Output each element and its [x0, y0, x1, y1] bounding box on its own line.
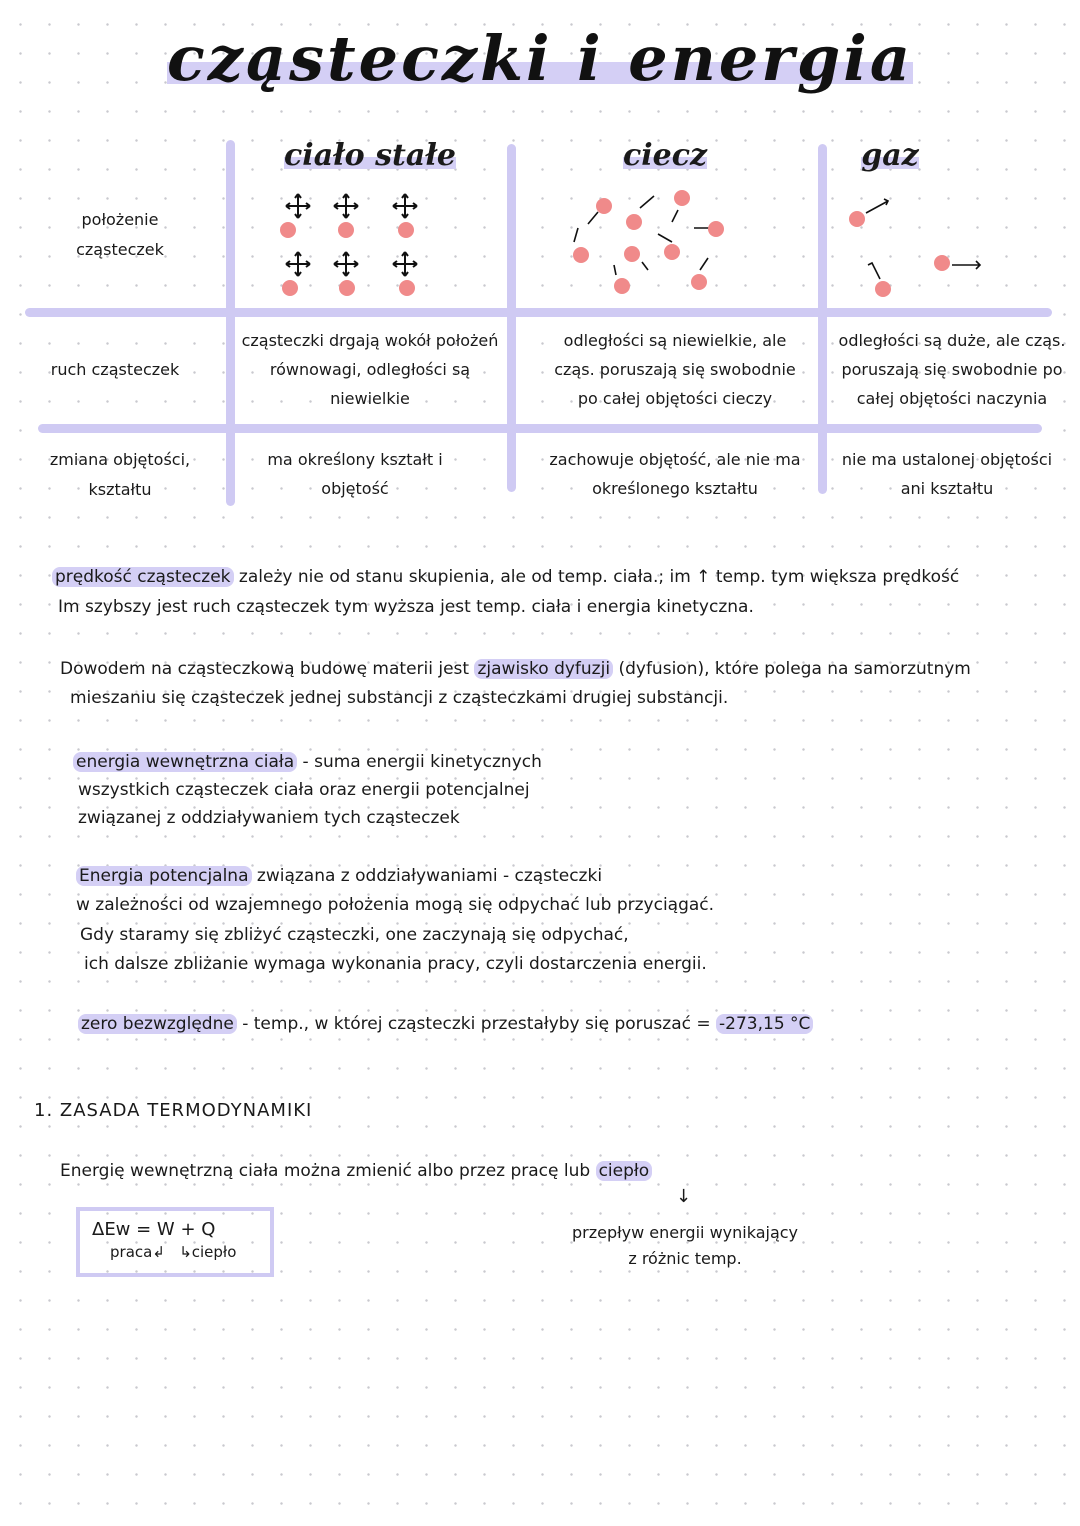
thermo-line: [60, 1157, 652, 1186]
note-potential-line3: Gdy staramy się zbliżyć cząsteczki, one zaczynają się odpychać,: [80, 925, 629, 945]
formula-box: [76, 1207, 274, 1277]
heat-definition: [555, 1220, 815, 1272]
note-text: (dyfusion), które polega na samorzutnym: [613, 659, 971, 679]
solid-particles-diagram: [240, 180, 500, 305]
table-divider: [38, 424, 1042, 433]
note-absolute-zero: [78, 1010, 813, 1039]
highlight-term: zjawisko dyfuzji: [474, 659, 613, 679]
note-text: Dowodem na cząsteczkową budowę materii jest: [60, 659, 475, 679]
note-speed-line2: Im szybszy jest ruch cząsteczek tym wyższa jest temp. ciała i energia kinetyczna.: [58, 597, 754, 617]
cell-solid-motion: cząsteczki drgają wokół położeń równowagi, odległości są niewielkie: [241, 331, 499, 408]
cell-liquid-shape: zachowuje objętość, ale nie ma określonego kształtu: [549, 450, 801, 498]
section-heading: 1. ZASADA TERMODYNAMIKI: [34, 1100, 313, 1121]
heat-definition-line: przepływ energii wynikający: [571, 1223, 799, 1242]
table-divider: [25, 308, 1052, 317]
note-potential-energy: [76, 862, 602, 891]
highlight-value: -273,15 °C: [716, 1014, 813, 1034]
cell-solid-shape: ma określony kształt i objętość: [267, 450, 443, 498]
table-divider: [507, 144, 516, 492]
table-divider: [818, 144, 827, 494]
note-text: zależy nie od stanu skupienia, ale od temp. ciała.; im ↑ temp. tym większa prędkość: [233, 567, 960, 587]
formula-labels: [80, 1243, 270, 1261]
column-header-gas: gaz: [861, 138, 919, 173]
note-diffusion: [60, 655, 971, 684]
row-label-motion: ruch cząsteczek: [50, 360, 180, 379]
cell-liquid-motion: odległości są niewielkie, ale cząs. poruszają się swobodnie po całej objętości cieczy: [554, 331, 796, 408]
note-internal-line2: wszystkich cząsteczek ciała oraz energii potencjalnej: [78, 780, 530, 800]
heat-label: ↳ciepło: [179, 1243, 237, 1261]
note-text: - suma energii kinetycznych: [297, 752, 542, 772]
cell-gas-shape: nie ma ustalonej objętości ani kształtu: [841, 450, 1053, 498]
gas-particles-diagram: [840, 185, 1000, 305]
table-divider: [226, 140, 235, 506]
highlight-term: prędkość cząsteczek: [52, 567, 234, 587]
arrow-down-icon: ↓: [676, 1186, 692, 1207]
page-title: cząsteczki i energia: [166, 22, 914, 95]
note-internal-line3: związanej z oddziaływaniem tych cząsteczek: [78, 808, 460, 828]
column-header-solid: ciało stałe: [284, 138, 456, 173]
note-text: - temp., w której cząsteczki przestałyby się poruszać =: [236, 1014, 717, 1034]
note-speed: [52, 563, 959, 592]
formula: ΔEw = W + Q: [92, 1219, 216, 1240]
note-internal-energy: [73, 748, 542, 777]
row-label-shape: zmiana objętości, kształtu: [49, 450, 191, 499]
liquid-particles-diagram: [560, 180, 740, 305]
row-label-position: położenie cząsteczek: [76, 210, 164, 259]
note-potential-line2: w zależności od wzajemnego położenia mogą się odpychać lub przyciągać.: [76, 895, 715, 915]
highlight-term: energia wewnętrzna ciała: [73, 752, 297, 772]
note-potential-line4: ich dalsze zbliżanie wymaga wykonania pracy, czyli dostarczenia energii.: [84, 954, 707, 974]
column-header-liquid: ciecz: [622, 138, 708, 173]
highlight-term: Energia potencjalna: [76, 866, 252, 886]
heat-definition-line: z różnic temp.: [628, 1249, 742, 1268]
highlight-term: ciepło: [596, 1161, 653, 1181]
work-label: praca↲: [110, 1243, 165, 1261]
note-text: związana z oddziaływaniami - cząsteczki: [251, 866, 603, 886]
cell-gas-motion: odległości są duże, ale cząs. poruszają się swobodnie po całej objętości naczynia: [838, 331, 1066, 408]
highlight-term: zero bezwzględne: [78, 1014, 237, 1034]
note-diffusion-line2: mieszaniu się cząsteczek jednej substancji z cząsteczkami drugiej substancji.: [70, 688, 729, 708]
note-text: Energię wewnętrzną ciała można zmienić albo przez pracę lub: [60, 1161, 596, 1181]
